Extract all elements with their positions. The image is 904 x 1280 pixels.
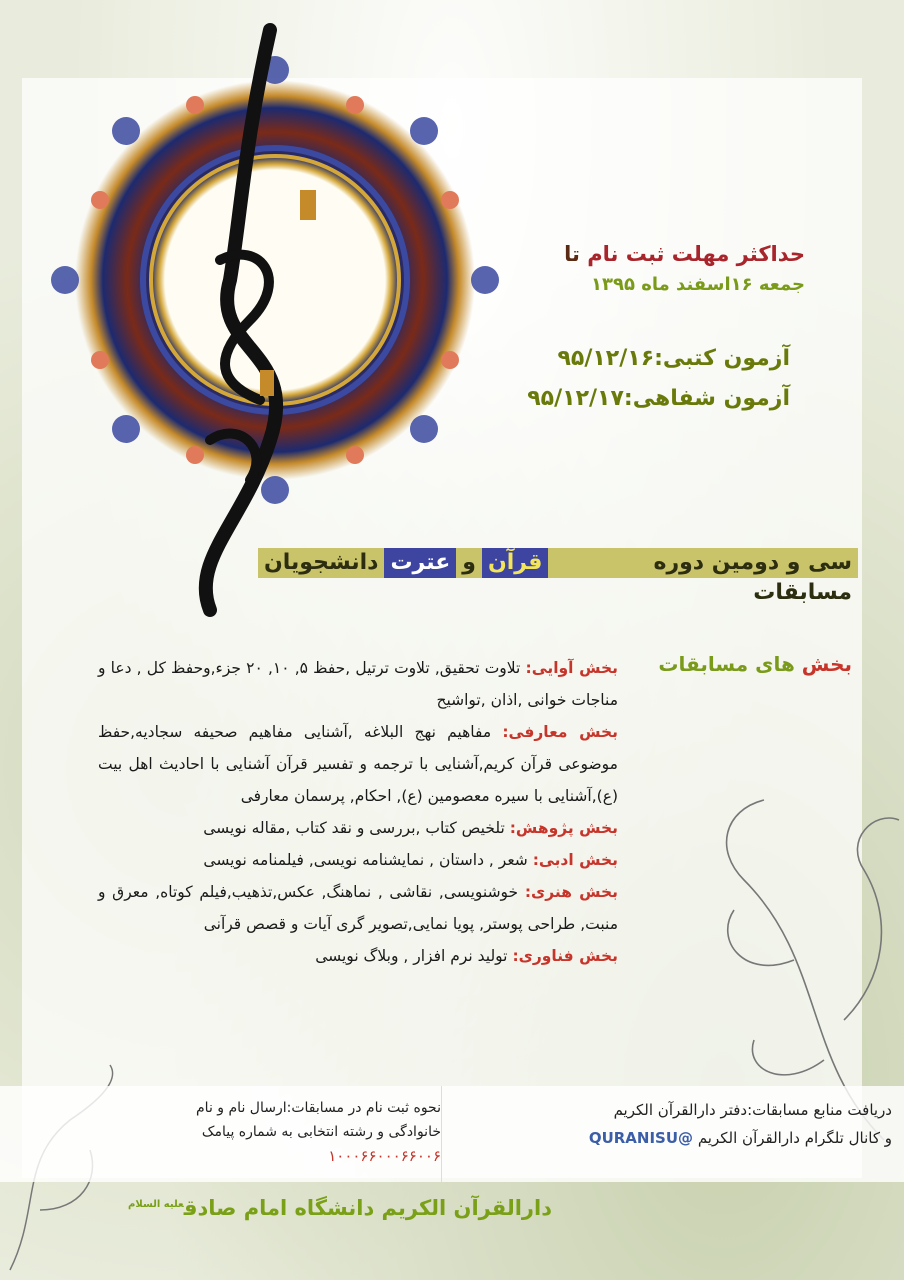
banner-part5: دانشجویان	[258, 548, 384, 578]
resources-info	[441, 1086, 904, 1182]
quran-calligraphy-logo	[150, 20, 350, 620]
deadline-line1	[510, 242, 805, 266]
banner-part2: قرآن	[482, 548, 548, 578]
deadline-main-text: حداکثر مهلت ثبت نام	[587, 242, 805, 266]
oral-exam-date: آزمون شفاهی:۹۵/۱۲/۱۷	[527, 386, 790, 411]
list-item	[98, 940, 618, 972]
footer-wrap	[128, 1196, 552, 1220]
section-text: تلخیص کتاب ,بررسی و نقد کتاب ,مقاله نویسی	[203, 819, 505, 837]
sms-number: ۱۰۰۰۶۶۰۰۰۶۶۰۰۶	[328, 1147, 441, 1165]
competition-banner	[258, 548, 858, 605]
register-line2: خانوادگی و رشته انتخابی به شماره پیامک	[201, 1124, 441, 1140]
list-item	[98, 652, 618, 716]
section-text: تولید نرم افزار , وبلاگ نویسی	[315, 947, 508, 965]
section-text: شعر , داستان , نمایشنامه نویسی, فیلمنامه نویسی	[203, 851, 528, 869]
written-exam-date: آزمون کتبی:۹۵/۱۲/۱۶	[557, 346, 790, 371]
resources-line2-wrap	[452, 1124, 892, 1152]
section-label: بخش هنری:	[524, 883, 618, 901]
registration-deadline	[510, 242, 805, 295]
section-text: تلاوت تحقیق, تلاوت ترتیل ,حفظ ۵, ۱۰, ۲۰ جزء,وحفظ کل , دعا و مناجات خوانی ,اذان ,تواشیح	[98, 659, 618, 709]
list-item	[98, 876, 618, 940]
section-label: بخش فناوری:	[512, 947, 618, 965]
banner-part3: و	[456, 548, 482, 578]
list-item	[98, 812, 618, 844]
sections-title-a: بخش	[801, 652, 852, 676]
info-bar	[0, 1086, 904, 1182]
register-line1: نحوه ثبت نام در مسابقات:ارسال نام و نام	[196, 1100, 441, 1116]
telegram-handle[interactable]: @QURANISU	[588, 1129, 694, 1147]
section-label: بخش آوایی:	[525, 659, 618, 677]
deadline-date: جمعه ۱۶اسفند ماه ۱۳۹۵	[591, 274, 805, 295]
section-label: بخش پژوهش:	[509, 819, 618, 837]
footer-honorific: علیه السلام	[128, 1199, 184, 1210]
banner-part1: سی و دومین دوره مسابقات	[548, 548, 858, 578]
section-text: خوشنویسی, نقاشی , نماهنگ, عکس,تذهیب,فیلم کوتاه, معرق و منبت, طراحی پوستر, پویا نمایی,تصویر گری آیات و قصص قرآنی	[98, 883, 618, 933]
resources-line2: و کانال تلگرام دارالقرآن الکریم	[697, 1129, 892, 1147]
banner-part4: عترت	[384, 548, 456, 578]
sections-list	[98, 652, 618, 972]
sections-title-b: های مسابقات	[658, 652, 795, 676]
section-label: بخش ادبی:	[532, 851, 618, 869]
section-text: مفاهیم نهج البلاغه ,آشنایی مفاهیم صحیفه سجادیه,حفظ موضوعی قرآن کریم,آشنایی با ترجمه و تفسیر قرآن آشنایی با احادیث اهل بیت (ع),آشنایی با سیره معصومین (ع), احکام, پرسمان معارفی	[98, 723, 618, 805]
list-item	[98, 844, 618, 876]
resources-line1: دریافت منابع مسابقات:دفتر دارالقرآن الکریم	[613, 1101, 892, 1119]
deadline-suffix: تا	[564, 242, 580, 266]
sections-title	[632, 652, 852, 676]
footer	[0, 1188, 904, 1240]
section-label: بخش معارفی:	[502, 723, 618, 741]
footer-text: دارالقرآن الکریم دانشگاه امام صادق	[183, 1196, 552, 1220]
list-item	[98, 716, 618, 812]
registration-info	[0, 1086, 441, 1182]
logo-text: قرآن کریم	[247, 320, 253, 321]
